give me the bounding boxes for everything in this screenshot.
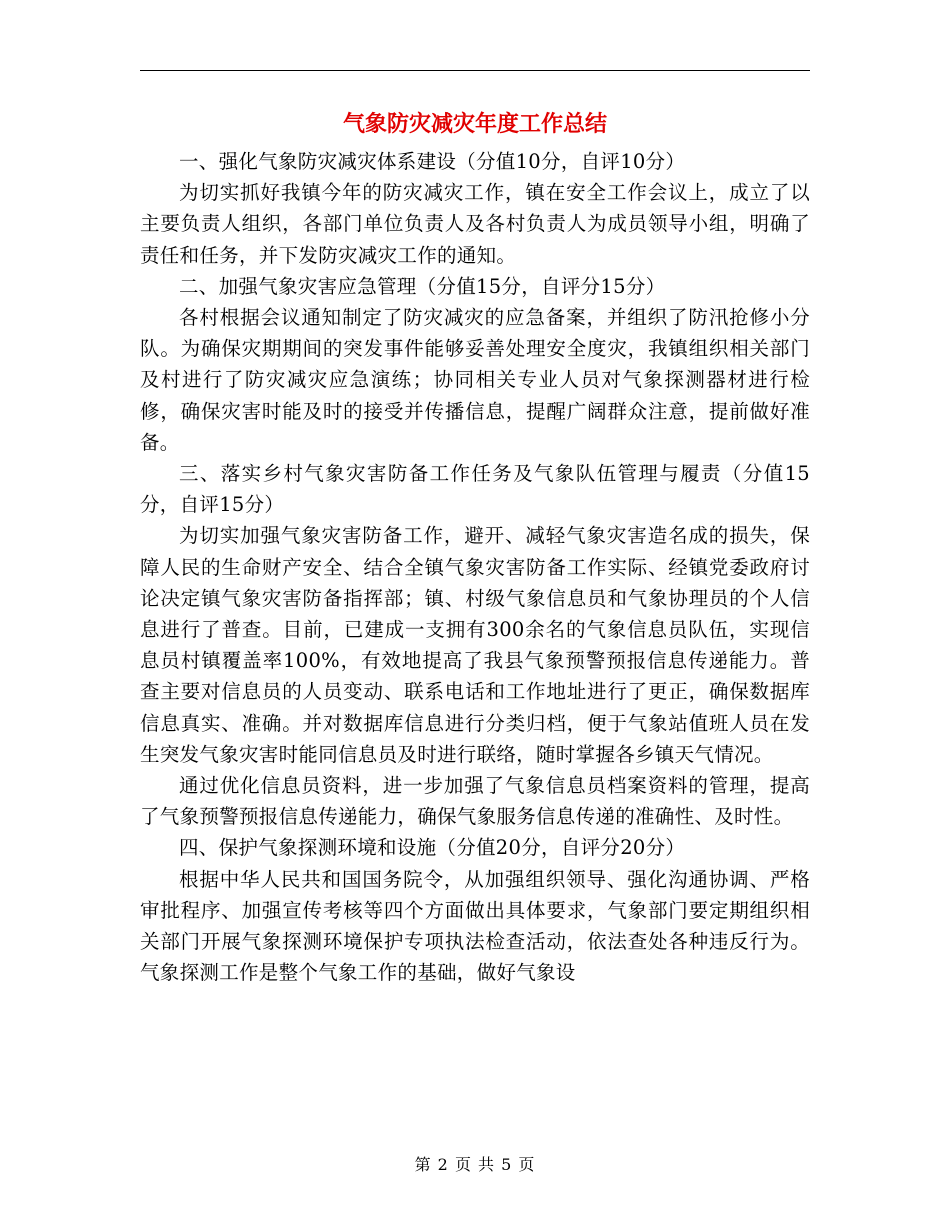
paragraph: 各村根据会议通知制定了防灾减灾的应急备案，并组织了防汛抢修小分队。为确保灾期期间的突发事件能够妥善处理安全度灾，我镇组织相关部门及村进行了防灾减灾应急演练；协同相关专业人员对气象探测器材进行检修，确保灾害时能及时的接受并传播信息，提醒广阔群众注意，提前做好准备。 <box>140 306 810 454</box>
section-heading-3: 三、落实乡村气象灾害防备工作任务及气象队伍管理与履责（分值15分，自评15分） <box>140 462 810 517</box>
header-rule <box>140 70 810 71</box>
section-heading-1: 一、强化气象防灾减灾体系建设（分值10分，自评10分） <box>179 150 686 173</box>
page-number: 第 2 页 共 5 页 <box>414 1155 536 1174</box>
section-heading-4: 四、保护气象探测环境和设施（分值20分，自评分20分） <box>179 836 686 860</box>
paragraph: 为切实抓好我镇今年的防灾减灾工作，镇在安全工作会议上，成立了以主要负责人组织，各部门单位负责人及各村负责人为成员领导小组，明确了责任和任务，并下发防灾减灾工作的通知。 <box>140 181 810 267</box>
paragraph: 通过优化信息员资料，进一步加强了气象信息员档案资料的管理，提高了气象预警预报信息传递能力，确保气象服务信息传递的准确性、及时性。 <box>140 774 810 829</box>
document-title: 气象防灾减灾年度工作总结 <box>342 111 607 137</box>
paragraph: 根据中华人民共和国国务院令，从加强组织领导、强化沟通协调、严格审批程序、加强宣传考核等四个方面做出具体要求，气象部门要定期组织相关部门开展气象探测环境保护专项执法检查活动，依法查处各种违反行为。气象探测工作是整个气象工作的基础，做好气象设 <box>140 867 810 985</box>
paragraph: 为切实加强气象灾害防备工作，避开、减轻气象灾害造名成的损失，保障人民的生命财产安全、结合全镇气象灾害防备工作实际、经镇党委政府讨论决定镇气象灾害防备指挥部；镇、村级气象信息员和气象协理员的个人信息进行了普查。目前，已建成一支拥有300余名的气象信息员队伍，实现信息员村镇覆盖率100%，有效地提高了我县气象预警预报信息传递能力。普查主要对信息员的人员变动、联系电话和工作地址进行了更正，确保数据库信息真实、准确。并对数据库信息进行分类归档，便于气象站值班人员在发生突发气象灾害时能同信息员及时进行联络，随时掌握各乡镇天气情况。 <box>140 524 810 766</box>
document-body <box>140 104 810 988</box>
section-heading-2: 二、加强气象灾害应急管理（分值15分，自评分15分） <box>179 274 666 298</box>
